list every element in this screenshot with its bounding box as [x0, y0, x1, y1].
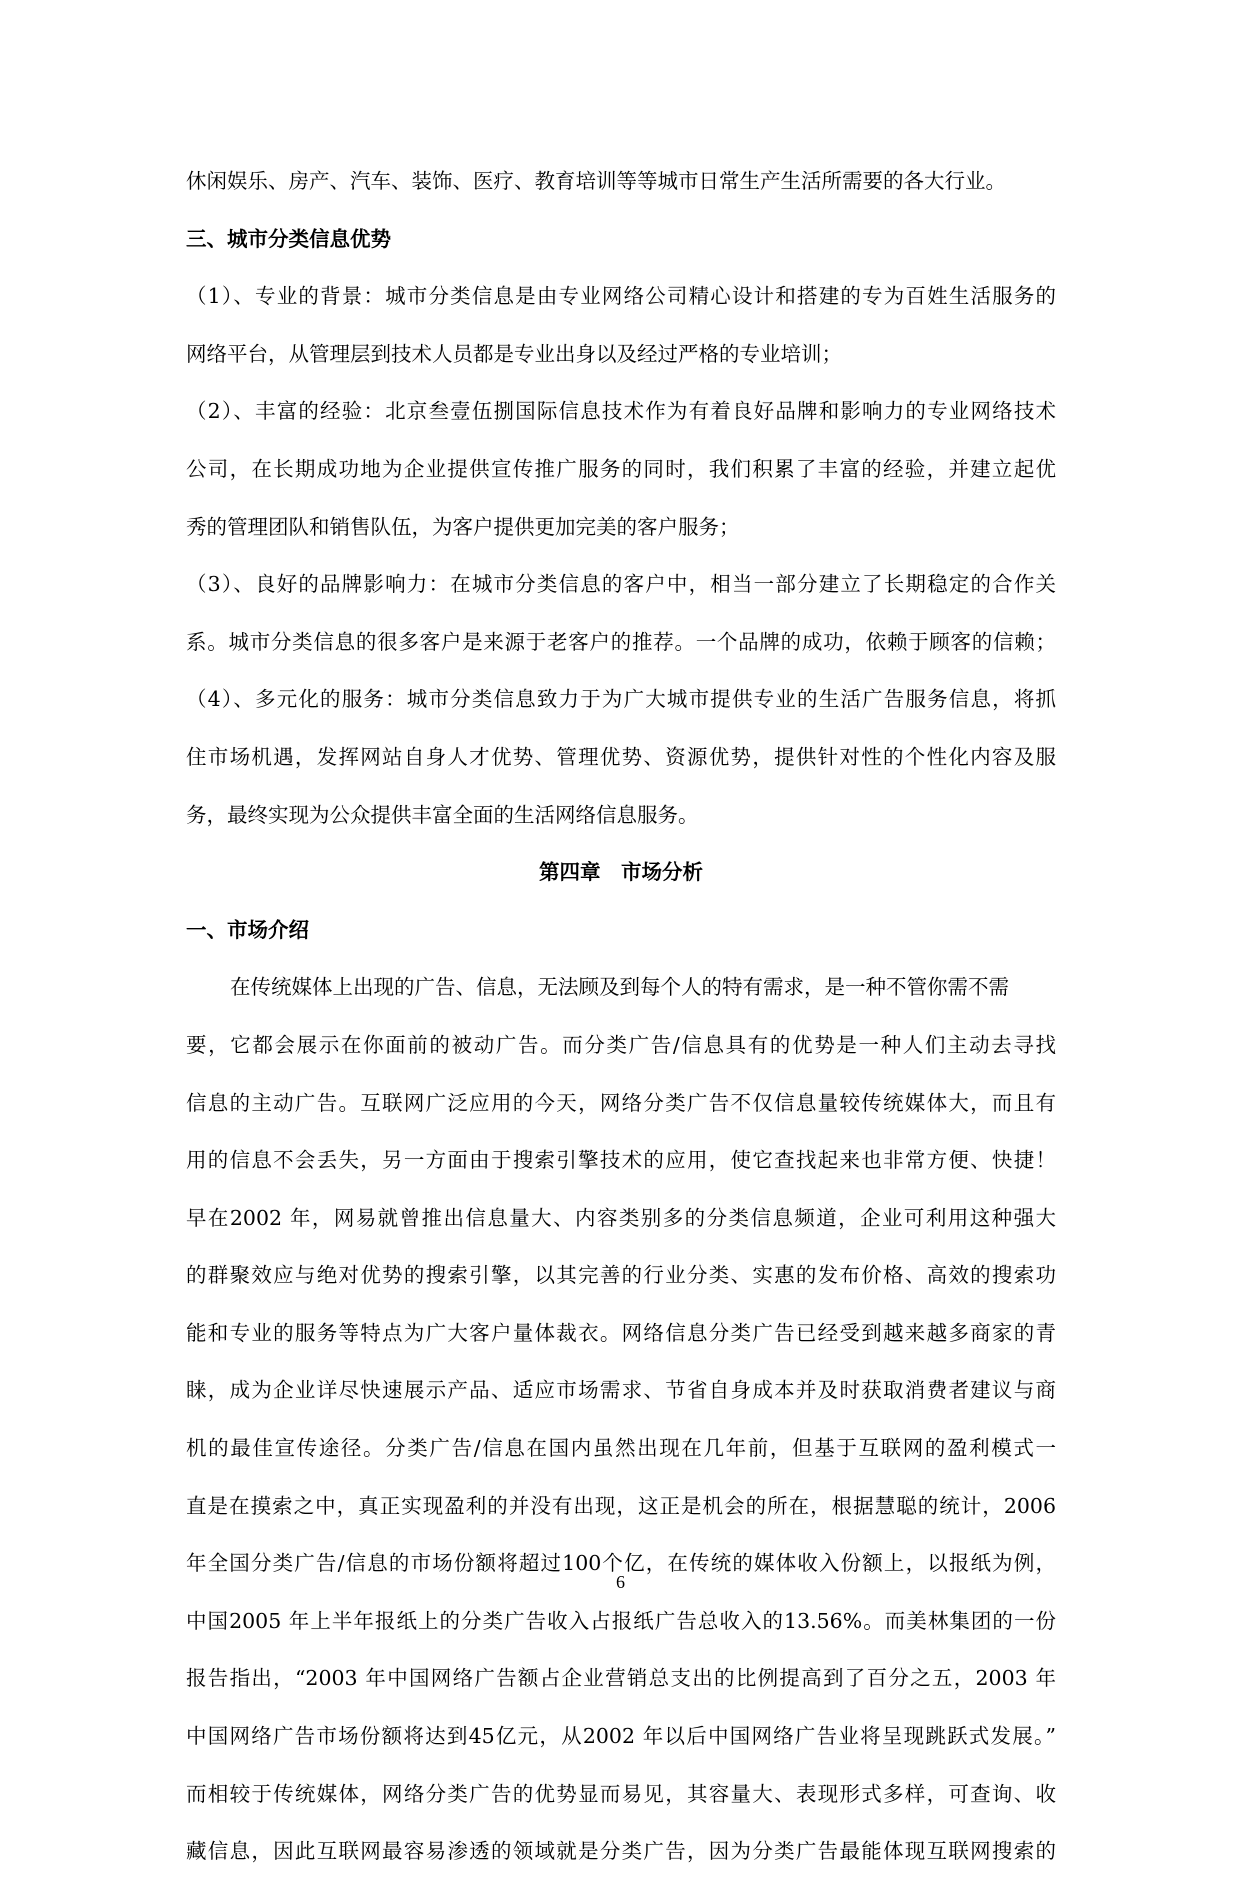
text-line: 公司，在长期成功地为企业提供宣传推广服务的同时，我们积累了丰富的经验，并建立起优 [186, 456, 1056, 481]
text-line: 秀的管理团队和销售队伍，为客户提供更加完美的客户服务； [186, 514, 740, 539]
chapter-heading: 第四章 市场分析 [539, 860, 703, 885]
text-line: 而相较于传统媒体，网络分类广告的优势显而易见，其容量大、表现形式多样，可查询、收 [186, 1781, 1056, 1806]
text-line: 能和专业的服务等特点为广大客户量体裁衣。网络信息分类广告已经受到越来越多商家的青 [186, 1320, 1056, 1345]
text-line: 务，最终实现为公众提供丰富全面的生活网络信息服务。 [186, 802, 699, 827]
text-line: （4）、多元化的服务：城市分类信息致力于为广大城市提供专业的生活广告服务信息，将抓 [186, 687, 1056, 712]
text-line: 系。城市分类信息的很多客户是来源于老客户的推荐。一个品牌的成功，依赖于顾客的信赖； [186, 629, 1056, 654]
paragraph-first-line: 在传统媒体上出现的广告、信息，无法顾及到每个人的特有需求，是一种不管你需不需 [230, 975, 1009, 1000]
text-line: （1）、专业的背景：城市分类信息是由专业网络公司精心设计和搭建的专为百姓生活服务的 [186, 284, 1056, 309]
text-line: 中国2005 年上半年报纸上的分类广告收入占报纸广告总收入的13.56%。而美林集团的一份 [186, 1608, 1056, 1633]
text-line: （3）、良好的品牌影响力：在城市分类信息的客户中，相当一部分建立了长期稳定的合作关 [186, 572, 1056, 597]
page-number: 6 [616, 1572, 625, 1592]
text-line: 机的最佳宣传途径。分类广告/信息在国内虽然出现在几年前，但基于互联网的盈利模式一 [186, 1436, 1056, 1461]
text-line: 用的信息不会丢失，另一方面由于搜索引擎技术的应用，使它查找起来也非常方便、快捷！ [186, 1148, 1056, 1173]
text-line: 信息的主动广告。互联网广泛应用的今天，网络分类广告不仅信息量较传统媒体大，而且有 [186, 1090, 1056, 1115]
text-line: 休闲娱乐、房产、汽车、装饰、医疗、教育培训等等城市日常生产生活所需要的各大行业。 [186, 169, 1006, 193]
text-line: 住市场机遇，发挥网站自身人才优势、管理优势、资源优势，提供针对性的个性化内容及服 [186, 744, 1056, 769]
text-line: 睐，成为企业详尽快速展示产品、适应市场需求、节省自身成本并及时获取消费者建议与商 [186, 1378, 1056, 1403]
text-line: 要，它都会展示在你面前的被动广告。而分类广告/信息具有的优势是一种人们主动去寻找 [186, 1032, 1056, 1057]
text-line: 中国网络广告市场份额将达到45亿元，从2002 年以后中国网络广告业将呈现跳跃式发展。” [186, 1724, 1056, 1749]
text-line: （2）、丰富的经验：北京叁壹伍捌国际信息技术作为有着良好品牌和影响力的专业网络技术 [186, 399, 1056, 424]
text-line: 早在2002 年，网易就曾推出信息量大、内容类别多的分类信息频道，企业可利用这种强大 [186, 1205, 1056, 1230]
text-line: 直是在摸索之中，真正实现盈利的并没有出现，这正是机会的所在，根据慧聪的统计，2006 [186, 1493, 1056, 1518]
text-line: 网络平台，从管理层到技术人员都是专业出身以及经过严格的专业培训； [186, 341, 842, 366]
text-line: 年全国分类广告/信息的市场份额将超过100个亿，在传统的媒体收入份额上，以报纸为例， [186, 1551, 1056, 1576]
section-heading: 一、市场介绍 [186, 917, 309, 942]
text-line: 报告指出，“2003 年中国网络广告额占企业营销总支出的比例提高到了百分之五，2003 年 [186, 1666, 1056, 1691]
text-line: 藏信息，因此互联网最容易渗透的领域就是分类广告，因为分类广告最能体现互联网搜索的 [186, 1839, 1056, 1864]
document-body [186, 153, 1056, 1881]
text-line: 的群聚效应与绝对优势的搜索引擎，以其完善的行业分类、实惠的发布价格、高效的搜索功 [186, 1263, 1056, 1288]
section-heading: 三、城市分类信息优势 [186, 226, 391, 251]
